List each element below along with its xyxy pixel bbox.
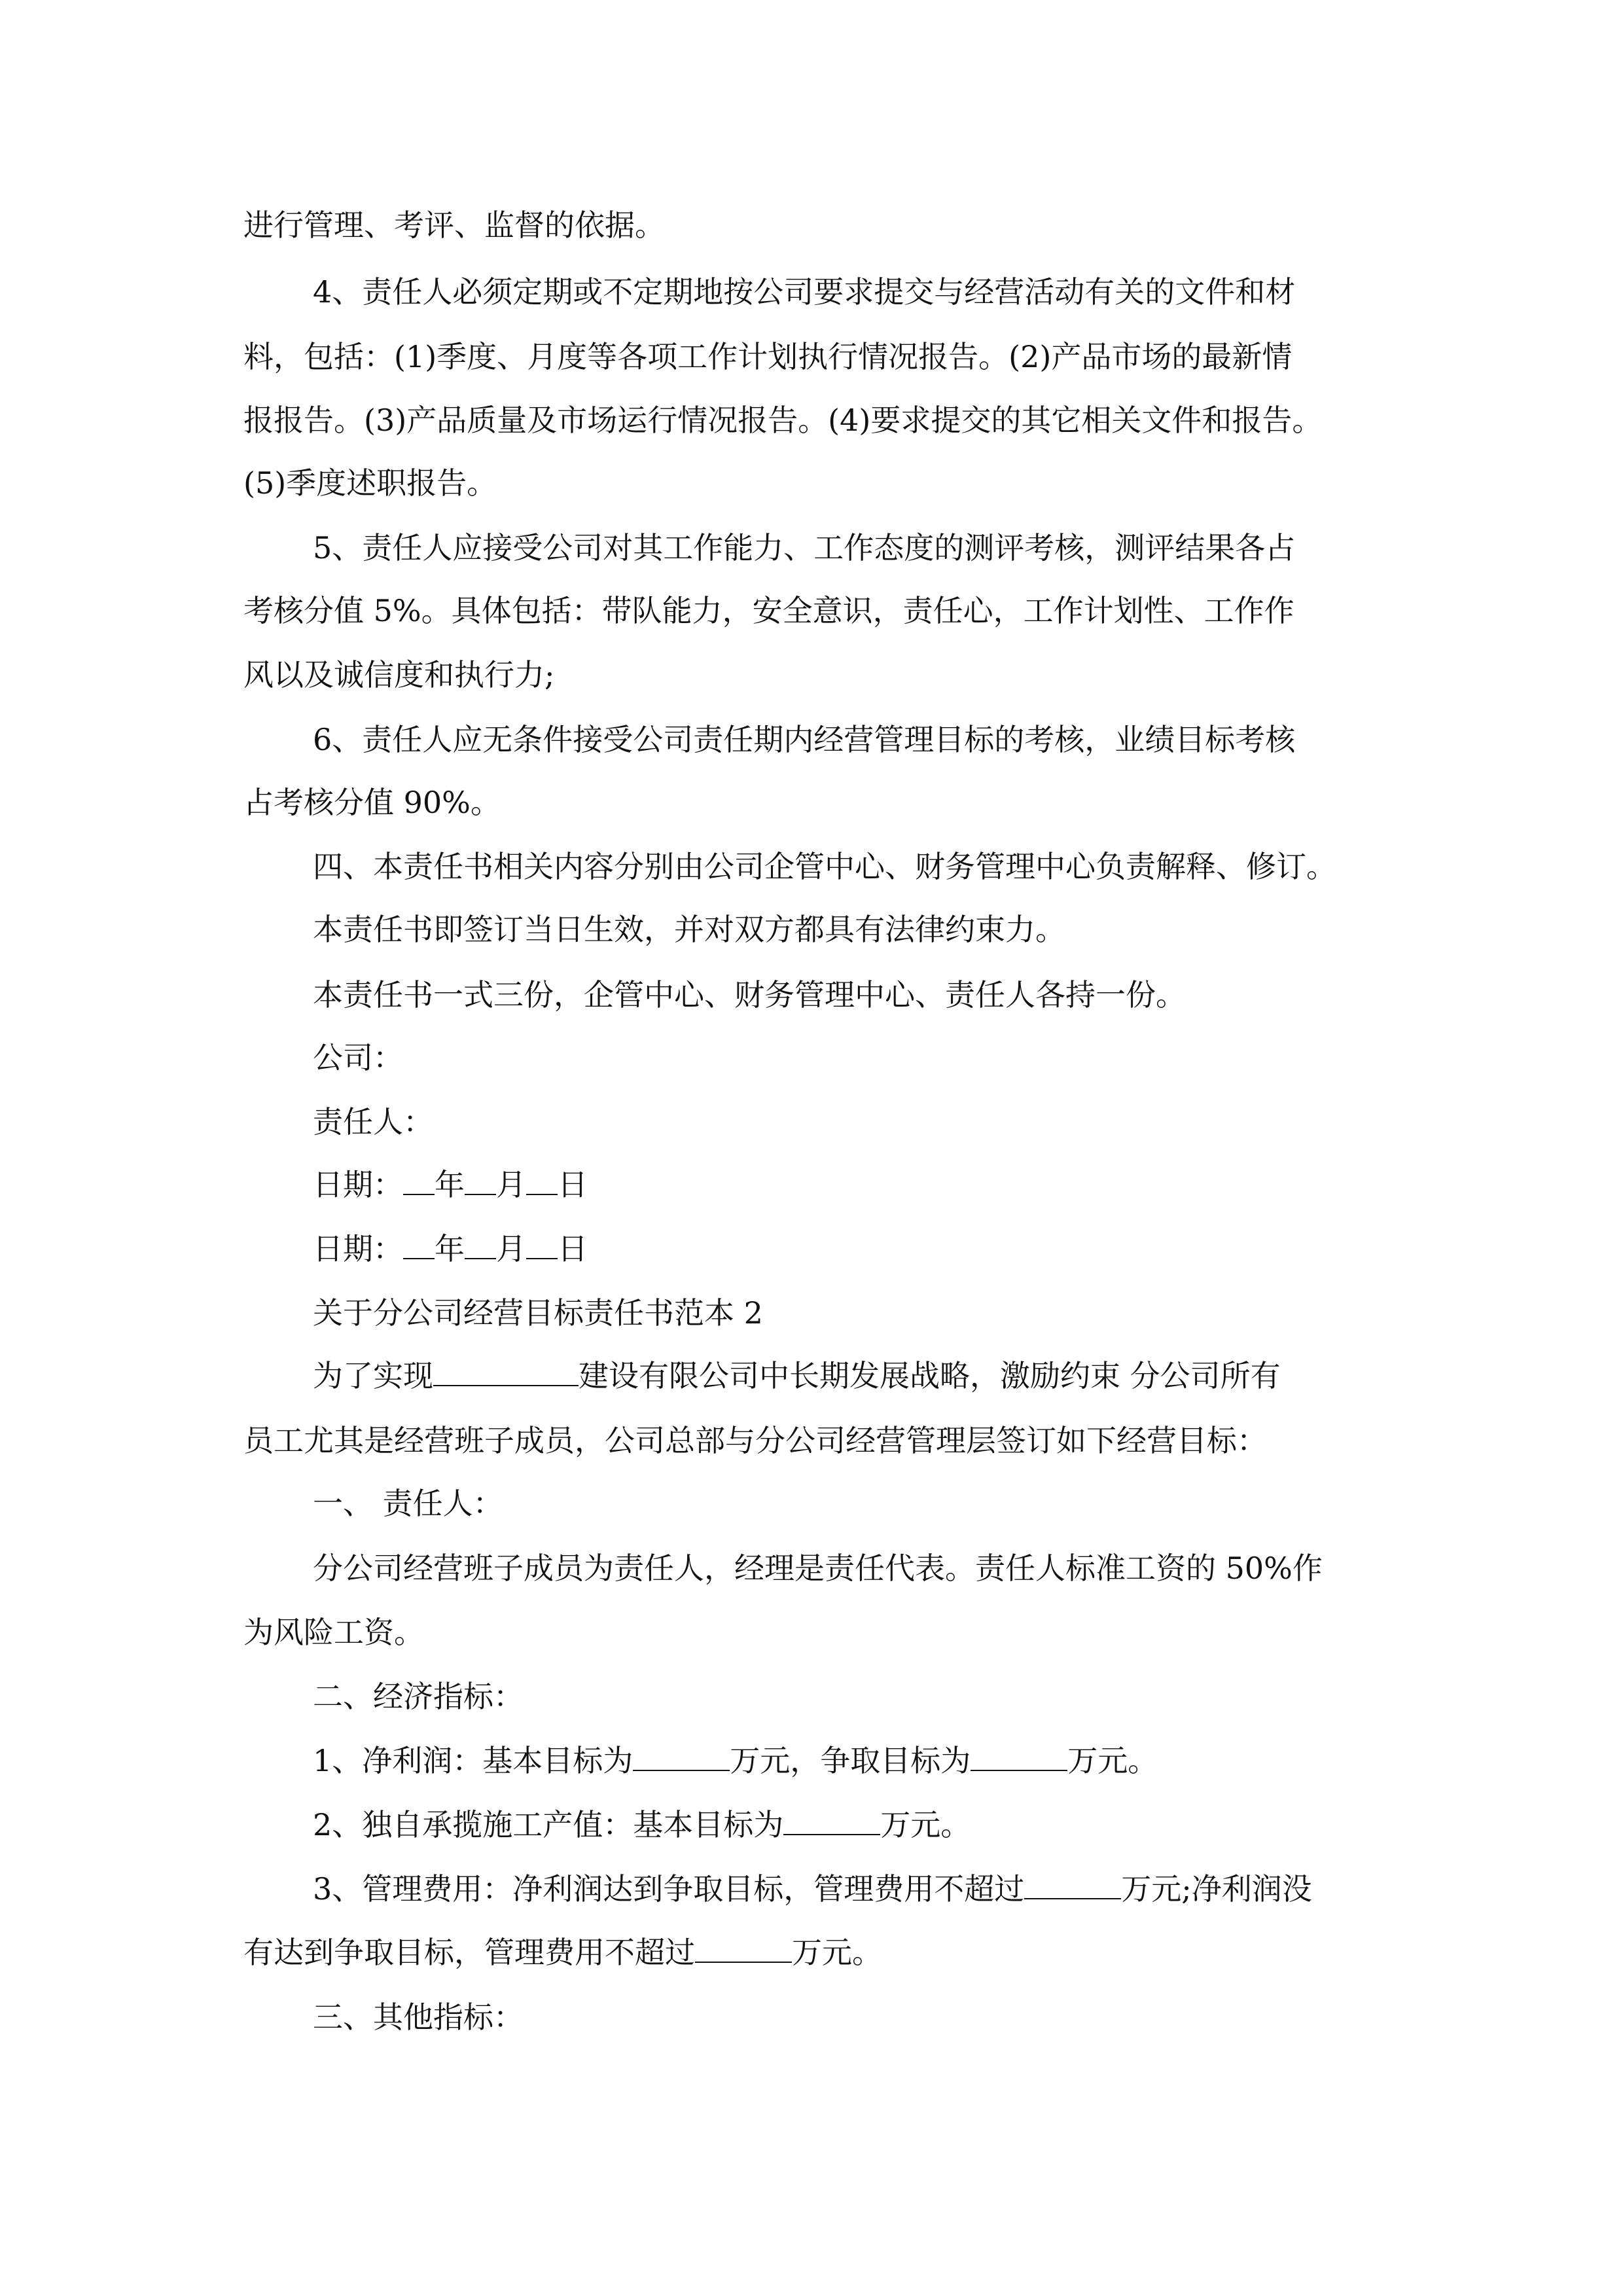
responsible-person-label: 责任人： [313, 1104, 433, 1139]
item1-middle: 万元，争取目标为 [730, 1743, 971, 1778]
paragraph-line: 6、责任人应无条件接受公司责任期内经营管理目标的考核，业绩目标考核 [313, 722, 1296, 757]
month-label: 月 [496, 1231, 526, 1266]
year-label: 年 [435, 1167, 465, 1202]
paragraph-line: 分公司经营班子成员为责任人，经理是责任代表。责任人标准工资的 50%作 [313, 1551, 1323, 1586]
unit-label: 万元。 [792, 1935, 882, 1970]
date-line [313, 1165, 588, 1204]
date-label: 日期： [313, 1167, 403, 1202]
amount-blank [971, 1741, 1067, 1771]
item3-prefix: 3、管理费用：净利润达到争取目标，管理费用不超过 [313, 1871, 1025, 1907]
heading-responsible-person: 一、 责任人： [313, 1486, 503, 1521]
paragraph-line: 进行管理、考评、监督的依据。 [243, 207, 665, 243]
item1-prefix: 1、净利润：基本目标为 [313, 1743, 633, 1778]
paragraph-line [243, 1933, 882, 1972]
year-label: 年 [435, 1231, 465, 1266]
day-label: 日 [558, 1231, 588, 1266]
unit-label: 万元。 [880, 1807, 971, 1842]
paragraph-line [313, 1356, 1281, 1395]
amount-blank [695, 1933, 792, 1963]
paragraph-line: 本责任书即签订当日生效，并对双方都具有法律约束力。 [313, 912, 1065, 947]
paragraph-line: 本责任书一式三份，企管中心、财务管理中心、责任人各持一份。 [313, 977, 1186, 1013]
date-label: 日期： [313, 1231, 403, 1266]
item3-suffix: 万元;净利润没 [1121, 1871, 1312, 1907]
paragraph-line: 报报告。(3)产品质量及市场运行情况报告。(4)要求提交的其它相关文件和报告。 [243, 403, 1323, 438]
section-title: 关于分公司经营目标责任书范本 2 [313, 1295, 763, 1331]
date-line [313, 1229, 588, 1268]
paragraph-line: 占考核分值 90%。 [243, 785, 501, 820]
heading-economic-indicators: 二、经济指标： [313, 1679, 524, 1714]
paragraph-line [313, 1805, 971, 1844]
paragraph-line: 考核分值 5%。具体包括：带队能力，安全意识，责任心，工作计划性、工作作 [243, 593, 1294, 628]
year-blank [403, 1165, 435, 1195]
month-blank [465, 1165, 496, 1195]
intro-suffix: 建设有限公司中长期发展战略，激励约束 分公司所有 [579, 1358, 1281, 1393]
item2-prefix: 2、独自承揽施工产值：基本目标为 [313, 1807, 784, 1842]
unit-label: 万元。 [1067, 1743, 1158, 1778]
paragraph-line: 四、本责任书相关内容分别由公司企管中心、财务管理中心负责解释、修订。 [313, 849, 1336, 884]
company-signature-label: 公司： [313, 1040, 403, 1075]
paragraph-line: 5、责任人应接受公司对其工作能力、工作态度的测评考核，测评结果各占 [313, 530, 1296, 565]
paragraph-line: 为风险工资。 [243, 1615, 424, 1650]
item3-continuation: 有达到争取目标，管理费用不超过 [243, 1935, 695, 1970]
year-blank [403, 1229, 435, 1259]
company-name-blank [433, 1356, 579, 1386]
day-blank [526, 1165, 558, 1195]
intro-prefix: 为了实现 [313, 1358, 433, 1393]
paragraph-line: 员工尤其是经营班子成员，公司总部与分公司经营管理层签订如下经营目标： [243, 1423, 1267, 1458]
paragraph-line: (5)季度述职报告。 [243, 465, 497, 501]
day-blank [526, 1229, 558, 1259]
paragraph-line: 4、责任人必须定期或不定期地按公司要求提交与经营活动有关的文件和材 [313, 274, 1296, 310]
paragraph-line [313, 1869, 1312, 1909]
day-label: 日 [558, 1167, 588, 1202]
amount-blank [1024, 1869, 1121, 1899]
paragraph-line: 风以及诚信度和执行力; [243, 657, 555, 692]
amount-blank [783, 1805, 880, 1835]
heading-other-indicators: 三、其他指标： [313, 2000, 524, 2035]
month-blank [465, 1229, 496, 1259]
paragraph-line: 料，包括：(1)季度、月度等各项工作计划执行情况报告。(2)产品市场的最新情 [243, 339, 1293, 374]
paragraph-line [313, 1741, 1158, 1780]
month-label: 月 [496, 1167, 526, 1202]
amount-blank [633, 1741, 730, 1771]
